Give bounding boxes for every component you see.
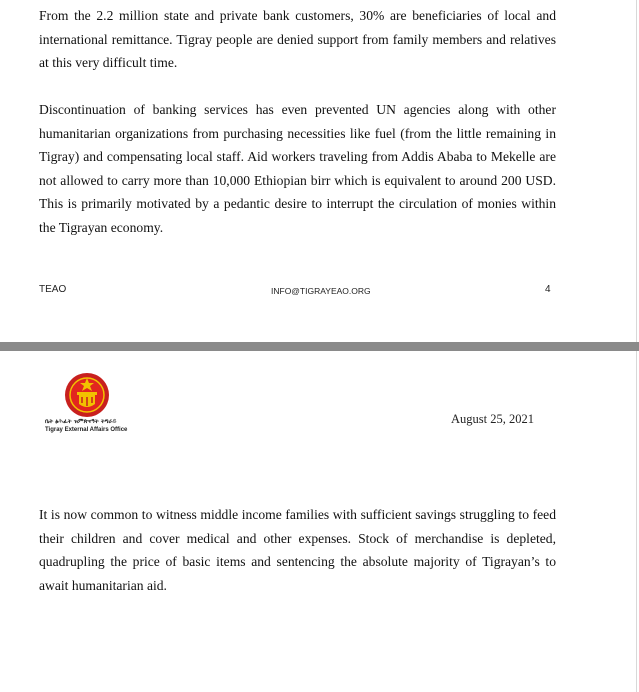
footer-page-number: 4 [545,284,551,295]
paragraph-middle-income-families: It is now common to witness middle income families with sufficient savings struggling to feed their children and cover medical and other expenses. Stock of merchandise is depleted, quadrupling the price of basic items and sentencing the absolute majority of Tigrayan’s to await humanitarian aid. [39,507,556,593]
tigray-emblem-icon [64,372,110,418]
footer-email-link[interactable]: INFO@TIGRAYEAO.ORG [271,286,371,296]
document-page-4 [0,0,637,342]
logo-text-amharic: ቤት ፅሕፈት ዝምጽናዓት ትግራይ [45,418,117,425]
page-separator [0,342,639,351]
logo-text-english: Tigray External Affairs Office [45,427,128,433]
paragraph-remittance: From the 2.2 million state and private bank customers, 30% are beneficiaries of local and international remittance. Tigray people are denied support from family members and relatives at this very difficult time. [39,8,556,70]
document-page-5 [0,351,637,692]
document-date: August 25, 2021 [451,412,534,426]
footer-org-name: TEAO [39,284,67,295]
paragraph-banking-services: Discontinuation of banking services has even prevented UN agencies along with other humanitarian organizations from purchasing necessities like fuel (from the little remaining in Tigray) and compensating local staff. Aid workers traveling from Addis Ababa to Mekelle are not allowed to carry more than 10,000 Ethiopian birr which is equivalent to around 200 USD. This is primarily motivated by a pedantic desire to interrupt the circulation of monies within the Tigrayan economy. [39,102,556,235]
